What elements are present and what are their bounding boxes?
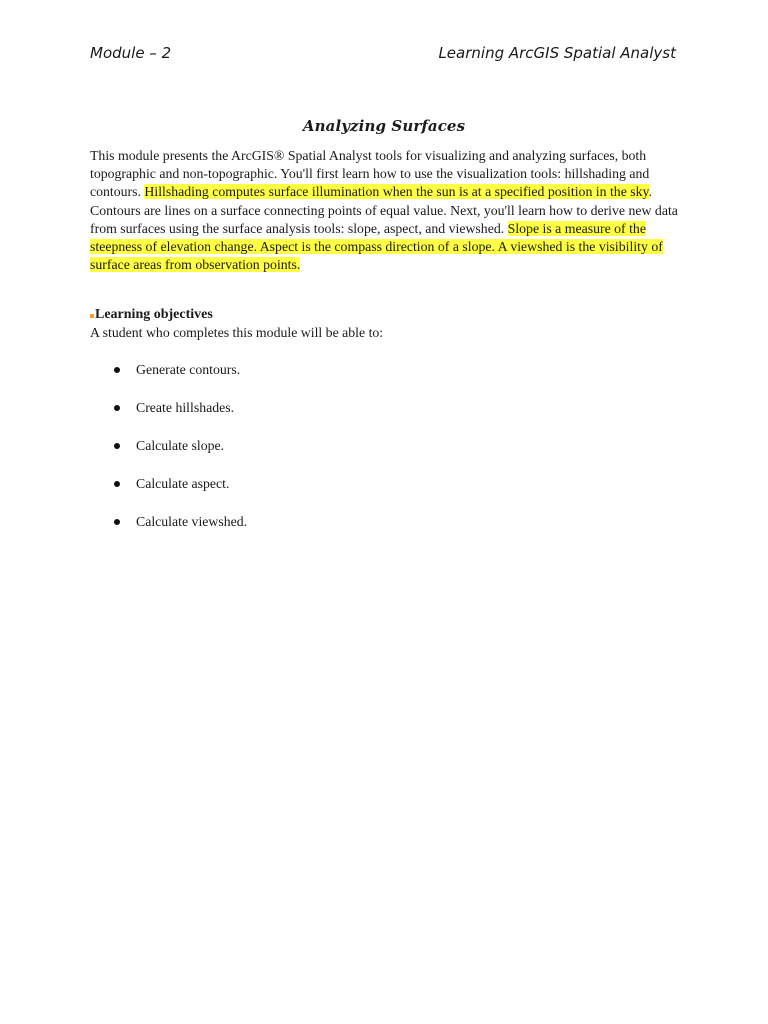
bullet-icon	[114, 481, 120, 487]
module-label: Module – 2	[90, 44, 172, 62]
list-item	[108, 362, 247, 400]
bullet-icon	[114, 443, 120, 449]
objective-text: Generate contours.	[136, 362, 241, 377]
course-title: Learning ArcGIS Spatial Analyst	[438, 44, 676, 62]
section-intro: A student who completes this module will be able to:	[90, 325, 384, 340]
bullet-icon	[114, 367, 120, 373]
intro-text: . Contours are lines on a surface connecting points of equal value. Next, you'll learn how to derive new data from surfaces using the surface analysis tools: slope, aspect, and viewshed.	[90, 184, 678, 236]
list-item	[108, 514, 247, 552]
bullet-icon	[114, 405, 120, 411]
section-heading	[90, 307, 213, 323]
document-title: Analyzing Surfaces	[302, 117, 466, 135]
bullet-icon	[114, 519, 120, 525]
objective-text: Calculate aspect.	[136, 476, 230, 491]
highlighted-text: Slope is a measure of the steepness of elevation change. Aspect is the compass direction of a slope. A viewshed is the visibility of surface areas from observation points.	[90, 220, 663, 273]
list-item	[108, 400, 247, 438]
objectives-list	[108, 362, 247, 552]
page-header	[90, 44, 676, 66]
objective-text: Calculate viewshed.	[136, 514, 248, 529]
heading-marker-icon	[90, 314, 94, 318]
highlighted-text: Hillshading computes surface illumination when the sun is at a specified position in the sky	[144, 184, 649, 200]
objective-text: Calculate slope.	[136, 438, 225, 453]
intro-text: This module presents the ArcGIS® Spatial Analyst tools for visualizing and analyzing surfaces, both topographic and non-topographic. You'll first learn how to use the visualization tools: hillshading and contours.	[90, 148, 650, 200]
intro-paragraph	[90, 147, 680, 274]
section-heading-text: Learning objectives	[95, 307, 213, 322]
list-item	[108, 476, 247, 514]
objective-text: Create hillshades.	[136, 400, 235, 415]
list-item	[108, 438, 247, 476]
